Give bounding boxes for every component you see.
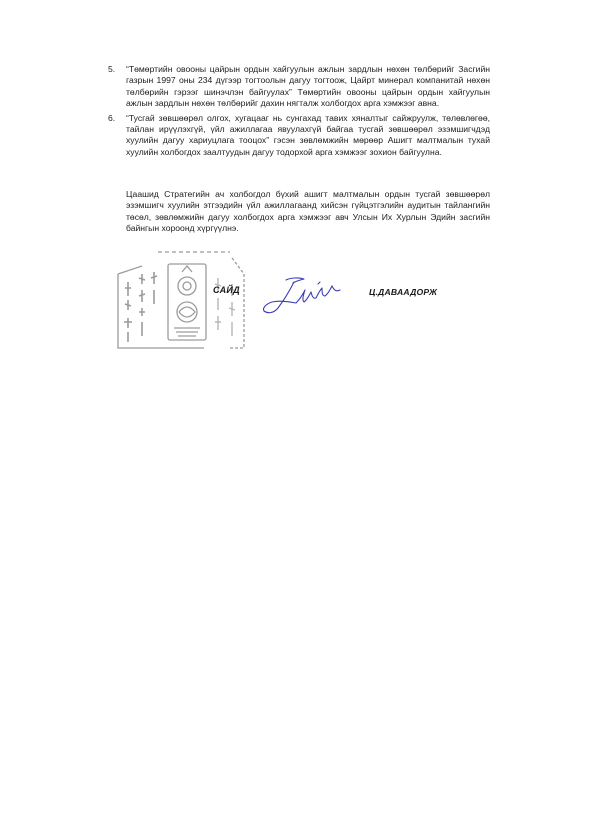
official-stamp [112,244,257,364]
signatory-name: Ц.ДАВААДОРЖ [369,287,438,297]
signature [256,272,348,318]
list-item-number: 5. [108,64,116,74]
numbered-list [108,64,490,161]
list-item [108,64,490,110]
closing-paragraph: Цаашид Стратегийн ач холбогдол бүхий ашигт малтмалын ордын тусгай зөвшөөрөл эзэмшигч хуулийн этгээдийн үйл ажиллагаанд хийсэн гүйцэтгэлийн аудитын тайлангийн төсөл, зөвлөмжийн дагуу холбогдох арга хэмжээг авч Улсын Их Хурлын Эдийн засгийн байнгын хороонд хүргүүлнэ. [126,189,490,234]
list-item-text: “Тусгай зөвшөөрөл олгох, хугацааг нь сунгахад тавих хяналтыг сайжруулж, төлөвлөгөө, тайлан ирүүлэхгүй, үйл ажиллагаа явуулахгүй байгаа тусгай зөвшөөрөл эзэмшигчдэд хуулийн дагуу хариуцлага тооцох” гэсэн зөвлөмжийн мөрөөр Ашигт малтмалын тухай хуулийн холбогдох заалтуудын дагуу тодорхой арга хэмжээг зохион байгуулна. [126,112,490,157]
list-item-number: 6. [108,112,116,123]
signatory-title: САЙД [213,285,240,295]
list-item-text: “Төмөртийн овооны цайрын ордын хайгуулын ажлын зардлын нөхөн төлбөрийг Засгийн газрын 1997 оны 234 дүгээр тогтоолын дагуу тогтоож, Цайрт минерал компанитай нөхөн төлбөрийн гэрээг шинэчлэн байгуулах” Төмөртийн овооны цайрын ордын хайгуулын ажлын зардлын нөхөн төлбөрийг дахин нягталж холбогдох арга хэмжээг авна. [126,64,490,109]
list-item [108,113,490,159]
